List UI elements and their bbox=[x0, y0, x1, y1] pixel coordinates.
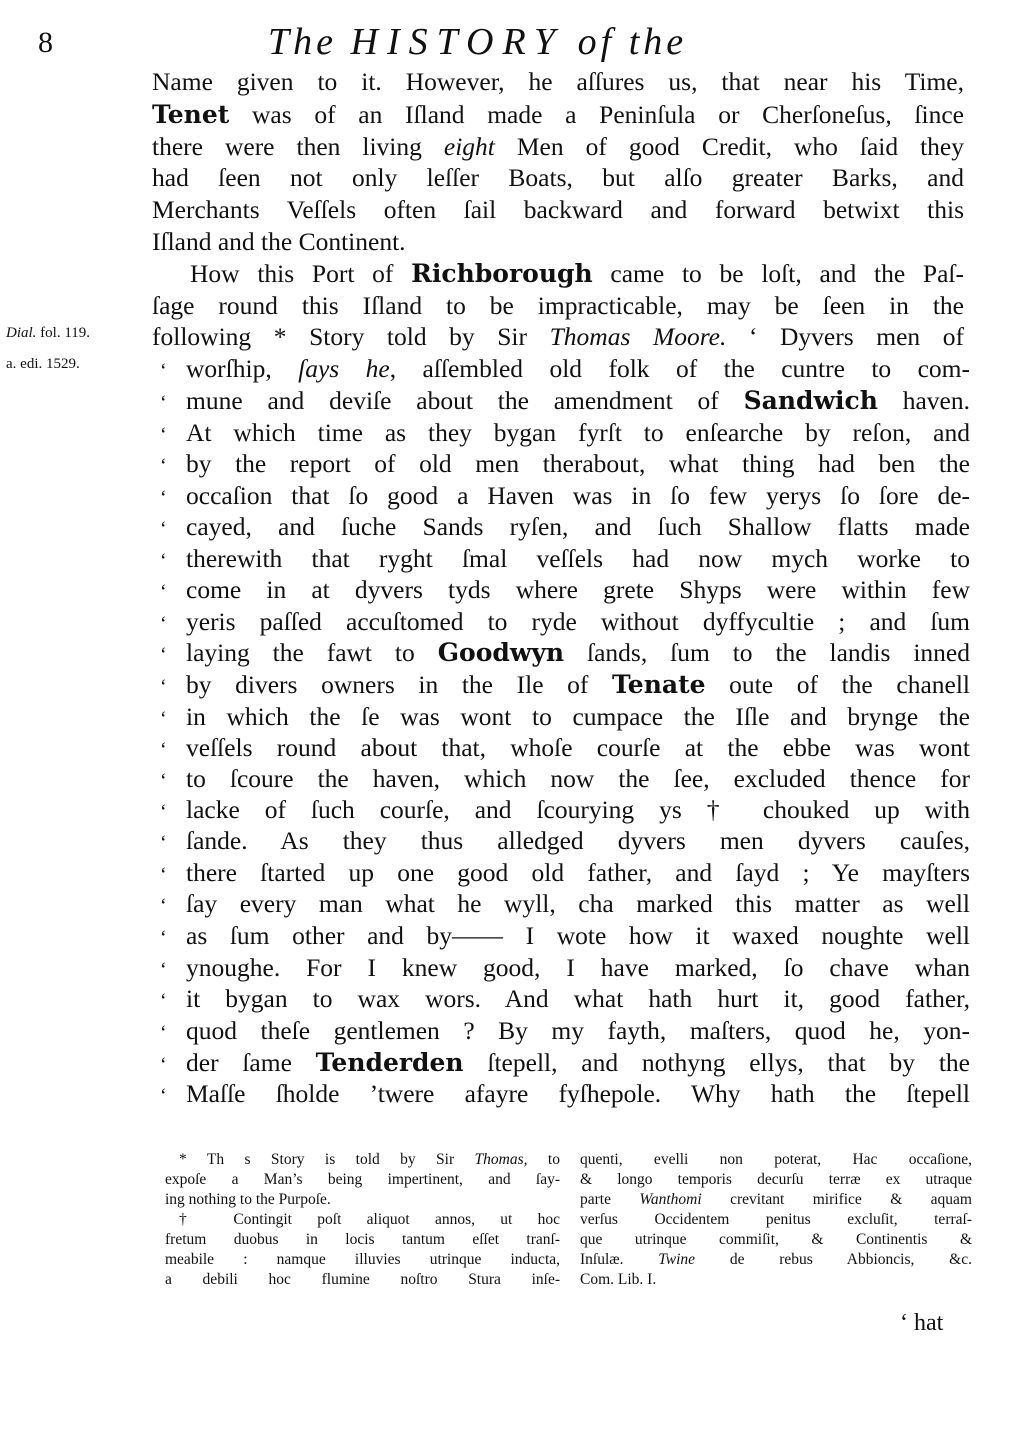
footnote-line: Com. Lib. I. bbox=[580, 1271, 657, 1288]
quoted-line bbox=[160, 543, 970, 577]
quote-mark: ‘ bbox=[160, 927, 167, 949]
body-line-text: ſande. As they thus alledged dyvers men dyvers cauſes, bbox=[186, 826, 970, 855]
quote-mark: ‘ bbox=[160, 550, 167, 572]
quote-mark: ‘ bbox=[160, 770, 167, 792]
quote-mark: ‘ bbox=[160, 1054, 167, 1076]
running-head-of: of bbox=[577, 21, 616, 63]
quote-mark: ‘ bbox=[160, 895, 167, 917]
catchword: ‘ hat bbox=[900, 1310, 944, 1336]
quoted-line bbox=[160, 511, 970, 545]
footnote-line: que utrinque commiſit, & Continentis & bbox=[580, 1231, 972, 1248]
blackletter-word: Tenate bbox=[612, 670, 706, 699]
body-line-text: by the report of old men therabout, what thing had ben the bbox=[186, 449, 970, 478]
quote-mark: ‘ bbox=[160, 676, 167, 698]
quote-mark: ‘ bbox=[160, 392, 167, 414]
italic-word: eight bbox=[443, 132, 495, 161]
footnote-line: quenti, evelli non poterat, Hac occaſione, bbox=[580, 1151, 972, 1168]
quote-mark: ‘ bbox=[160, 864, 167, 886]
blackletter-word: Tenet bbox=[152, 100, 230, 129]
quoted-line bbox=[160, 983, 970, 1017]
blackletter-word: Sandwich bbox=[743, 386, 878, 415]
italic-word: ſays he bbox=[298, 354, 390, 383]
body-line-text: therewith that ryght ſmal veſſels had now mych worke to bbox=[186, 544, 970, 573]
body-line-text: as ſum other and by—— I wote how it waxed noughte well bbox=[186, 921, 970, 950]
footnote-line: Inſulæ. Twine de rebus Abbioncis, &c. bbox=[580, 1251, 972, 1268]
body-line-text: in which the ſe was wont to cumpace the Iſle and brynge the bbox=[186, 702, 970, 731]
body-line-text: oute of the chanell bbox=[705, 670, 970, 699]
body-line-text: , aſſembled old folk of the cuntre to com- bbox=[389, 354, 970, 383]
body-line-text: haven. bbox=[877, 386, 970, 415]
body-line-text: veſſels round about that, whoſe courſe at the ebbe was wont bbox=[186, 733, 970, 762]
quote-mark: ‘ bbox=[160, 739, 167, 761]
quoted-line bbox=[160, 888, 970, 922]
body-line-text: it bygan to wax wors. And what hath hurt it, good father, bbox=[186, 984, 970, 1013]
body-line: ſage round this Iſland to be impracticable, may be ſeen in the bbox=[152, 291, 964, 320]
quote-mark: ‘ bbox=[160, 1022, 167, 1044]
footnote-line: † Contingit poſt aliquot annos, ut hoc bbox=[179, 1211, 560, 1228]
footnotes-right-column bbox=[580, 1150, 972, 1290]
quoted-line bbox=[160, 574, 970, 608]
italic-name: Thomas Moore. bbox=[549, 322, 727, 351]
body-line bbox=[152, 321, 964, 352]
quote-mark: ‘ bbox=[160, 959, 167, 981]
body-line-text: At which time as they bygan fyrſt to enſearche by reſon, and bbox=[186, 418, 970, 447]
body-line-text: How this Port of bbox=[190, 259, 412, 288]
quoted-line bbox=[160, 448, 970, 482]
quote-mark: ‘ bbox=[160, 518, 167, 540]
body-line-text: came to be loſt, and the Paſ- bbox=[592, 259, 964, 288]
quoted-line bbox=[160, 353, 970, 387]
body-line-text: by divers owners in the Ile of bbox=[186, 670, 613, 699]
body-line-text: quod theſe gentlemen ? By my fayth, maſters, quod he, yon- bbox=[186, 1016, 970, 1045]
quoted-line bbox=[160, 385, 970, 419]
quoted-line bbox=[160, 920, 970, 954]
footnote-line: ing nothing to the Purpoſe. bbox=[165, 1191, 331, 1208]
running-head-the: The bbox=[268, 21, 337, 63]
body-line bbox=[190, 258, 964, 289]
quoted-line bbox=[160, 669, 970, 703]
quote-mark: ‘ bbox=[160, 801, 167, 823]
quoted-line bbox=[160, 1047, 970, 1081]
quoted-line bbox=[160, 701, 970, 735]
body-line-text: yeris paſſed accuſtomed to ryde without dyffycultie ; and ſum bbox=[186, 607, 970, 636]
body-line bbox=[152, 99, 964, 130]
body-line-text: ſands, ſum to the landis inned bbox=[564, 638, 970, 667]
quoted-line bbox=[160, 637, 970, 671]
quote-mark: ‘ bbox=[160, 360, 167, 382]
body-line: Iſland and the Continent. bbox=[152, 227, 406, 256]
blackletter-word: Richborough bbox=[411, 259, 593, 288]
quote-mark: ‘ bbox=[160, 708, 167, 730]
body-line-text: following * Story told by Sir bbox=[152, 322, 550, 351]
quoted-line bbox=[160, 825, 970, 859]
body-line-text: ſtepell, and nothyng ellys, that by the bbox=[463, 1048, 970, 1077]
running-head-history: HISTORY bbox=[350, 21, 565, 63]
quote-mark: ‘ bbox=[160, 581, 167, 603]
blackletter-word: Goodwyn bbox=[437, 638, 565, 667]
body-line-text: cayed, and ſuche Sands ryſen, and ſuch Shallow flatts made bbox=[186, 512, 970, 541]
footnote-line: parte Wanthomi crevitant mirifice & aquam bbox=[580, 1191, 972, 1208]
margin-note-2 bbox=[6, 356, 80, 373]
quote-mark: ‘ bbox=[160, 990, 167, 1012]
quoted-line bbox=[160, 952, 970, 986]
quoted-line bbox=[160, 857, 970, 891]
quote-mark: ‘ bbox=[160, 455, 167, 477]
quoted-line bbox=[160, 732, 970, 766]
quoted-line bbox=[160, 1078, 970, 1112]
body-line-text: Maſſe ſholde ’twere afayre fyſhepole. Why hath the ſtepell bbox=[186, 1079, 970, 1108]
quote-mark: ‘ bbox=[160, 487, 167, 509]
quoted-line bbox=[160, 763, 970, 797]
footnote-line: verſus Occidentem penitus excluſit, terraſ- bbox=[580, 1211, 972, 1228]
footnotes-left-column bbox=[165, 1150, 560, 1290]
page-number: 8 bbox=[38, 26, 53, 59]
quoted-line bbox=[160, 606, 970, 640]
body-line-text: Men of good Credit, who ſaid they bbox=[494, 132, 964, 161]
body-line-text: mune and deviſe about the amendment of bbox=[186, 386, 744, 415]
body-line: had ſeen not only leſſer Boats, but alſo greater Barks, and bbox=[152, 163, 964, 192]
running-head-the2: the bbox=[628, 21, 688, 63]
footnote-line: * Th s Story is told by Sir Thomas, to bbox=[179, 1151, 560, 1168]
body-line-text: come in at dyvers tyds where grete Shyps were within few bbox=[186, 575, 970, 604]
quoted-line bbox=[160, 794, 970, 828]
body-line-text: was of an Iſland made a Peninſula or Cherſoneſus, ſince bbox=[229, 100, 964, 129]
body-line-text: ſay every man what he wyll, cha marked this matter as well bbox=[186, 889, 970, 918]
footnote-line: & longo temporis decurſu terræ ex utraque bbox=[580, 1171, 972, 1188]
margin-note-1-italic: Dial. bbox=[6, 325, 37, 341]
body-line bbox=[152, 131, 964, 162]
body-line-text: worſhip, bbox=[186, 354, 299, 383]
body-line-text: there were then living bbox=[152, 132, 444, 161]
margin-note-1 bbox=[6, 325, 90, 342]
body-line-text: lacke of ſuch courſe, and ſcourying ys † chouked up with bbox=[186, 795, 970, 824]
quoted-line bbox=[160, 417, 970, 451]
body-line: Merchants Veſſels often ſail backward and forward betwixt this bbox=[152, 195, 964, 224]
quoted-line bbox=[160, 480, 970, 514]
blackletter-word: Tenderden bbox=[315, 1048, 464, 1077]
body-line-text: ynoughe. For I knew good, I have marked, ſo chave whan bbox=[186, 953, 970, 982]
margin-note-1-rest: fol. 119. bbox=[36, 325, 91, 341]
body-line-text: there ſtarted up one good old father, and ſayd ; Ye mayſters bbox=[186, 858, 970, 887]
quoted-line bbox=[160, 1015, 970, 1049]
quote-mark: ‘ bbox=[160, 424, 167, 446]
body-line-text: occaſion that ſo good a Haven was in ſo few yerys ſo ſore de- bbox=[186, 481, 970, 510]
quote-mark: ‘ bbox=[160, 644, 167, 666]
running-head bbox=[268, 20, 687, 64]
footnote-line: a debili hoc flumine noſtro Stura inſe- bbox=[165, 1271, 560, 1288]
body-line: Name given to it. However, he aſſures us, that near his Time, bbox=[152, 67, 964, 96]
footnote-line: fretum duobus in locis tantum eſſet tranſ- bbox=[165, 1231, 560, 1248]
quote-mark: ‘ bbox=[160, 613, 167, 635]
body-line-text: laying the fawt to bbox=[186, 638, 438, 667]
body-line-text: der ſame bbox=[186, 1048, 316, 1077]
footnote-line: meabile : namque illuvies utrinque inducta, bbox=[165, 1251, 560, 1268]
footnote-line: expoſe a Man’s being impertinent, and ſay- bbox=[165, 1171, 560, 1188]
body-line-text: to ſcoure the haven, which now the ſee, excluded thence for bbox=[186, 764, 970, 793]
quote-mark: ‘ bbox=[160, 1085, 167, 1107]
quote-mark: ‘ bbox=[160, 832, 167, 854]
body-line-text: ‘ Dyvers men of bbox=[726, 322, 964, 351]
margin-note-2-rest: a. edi. 1529. bbox=[6, 356, 80, 372]
